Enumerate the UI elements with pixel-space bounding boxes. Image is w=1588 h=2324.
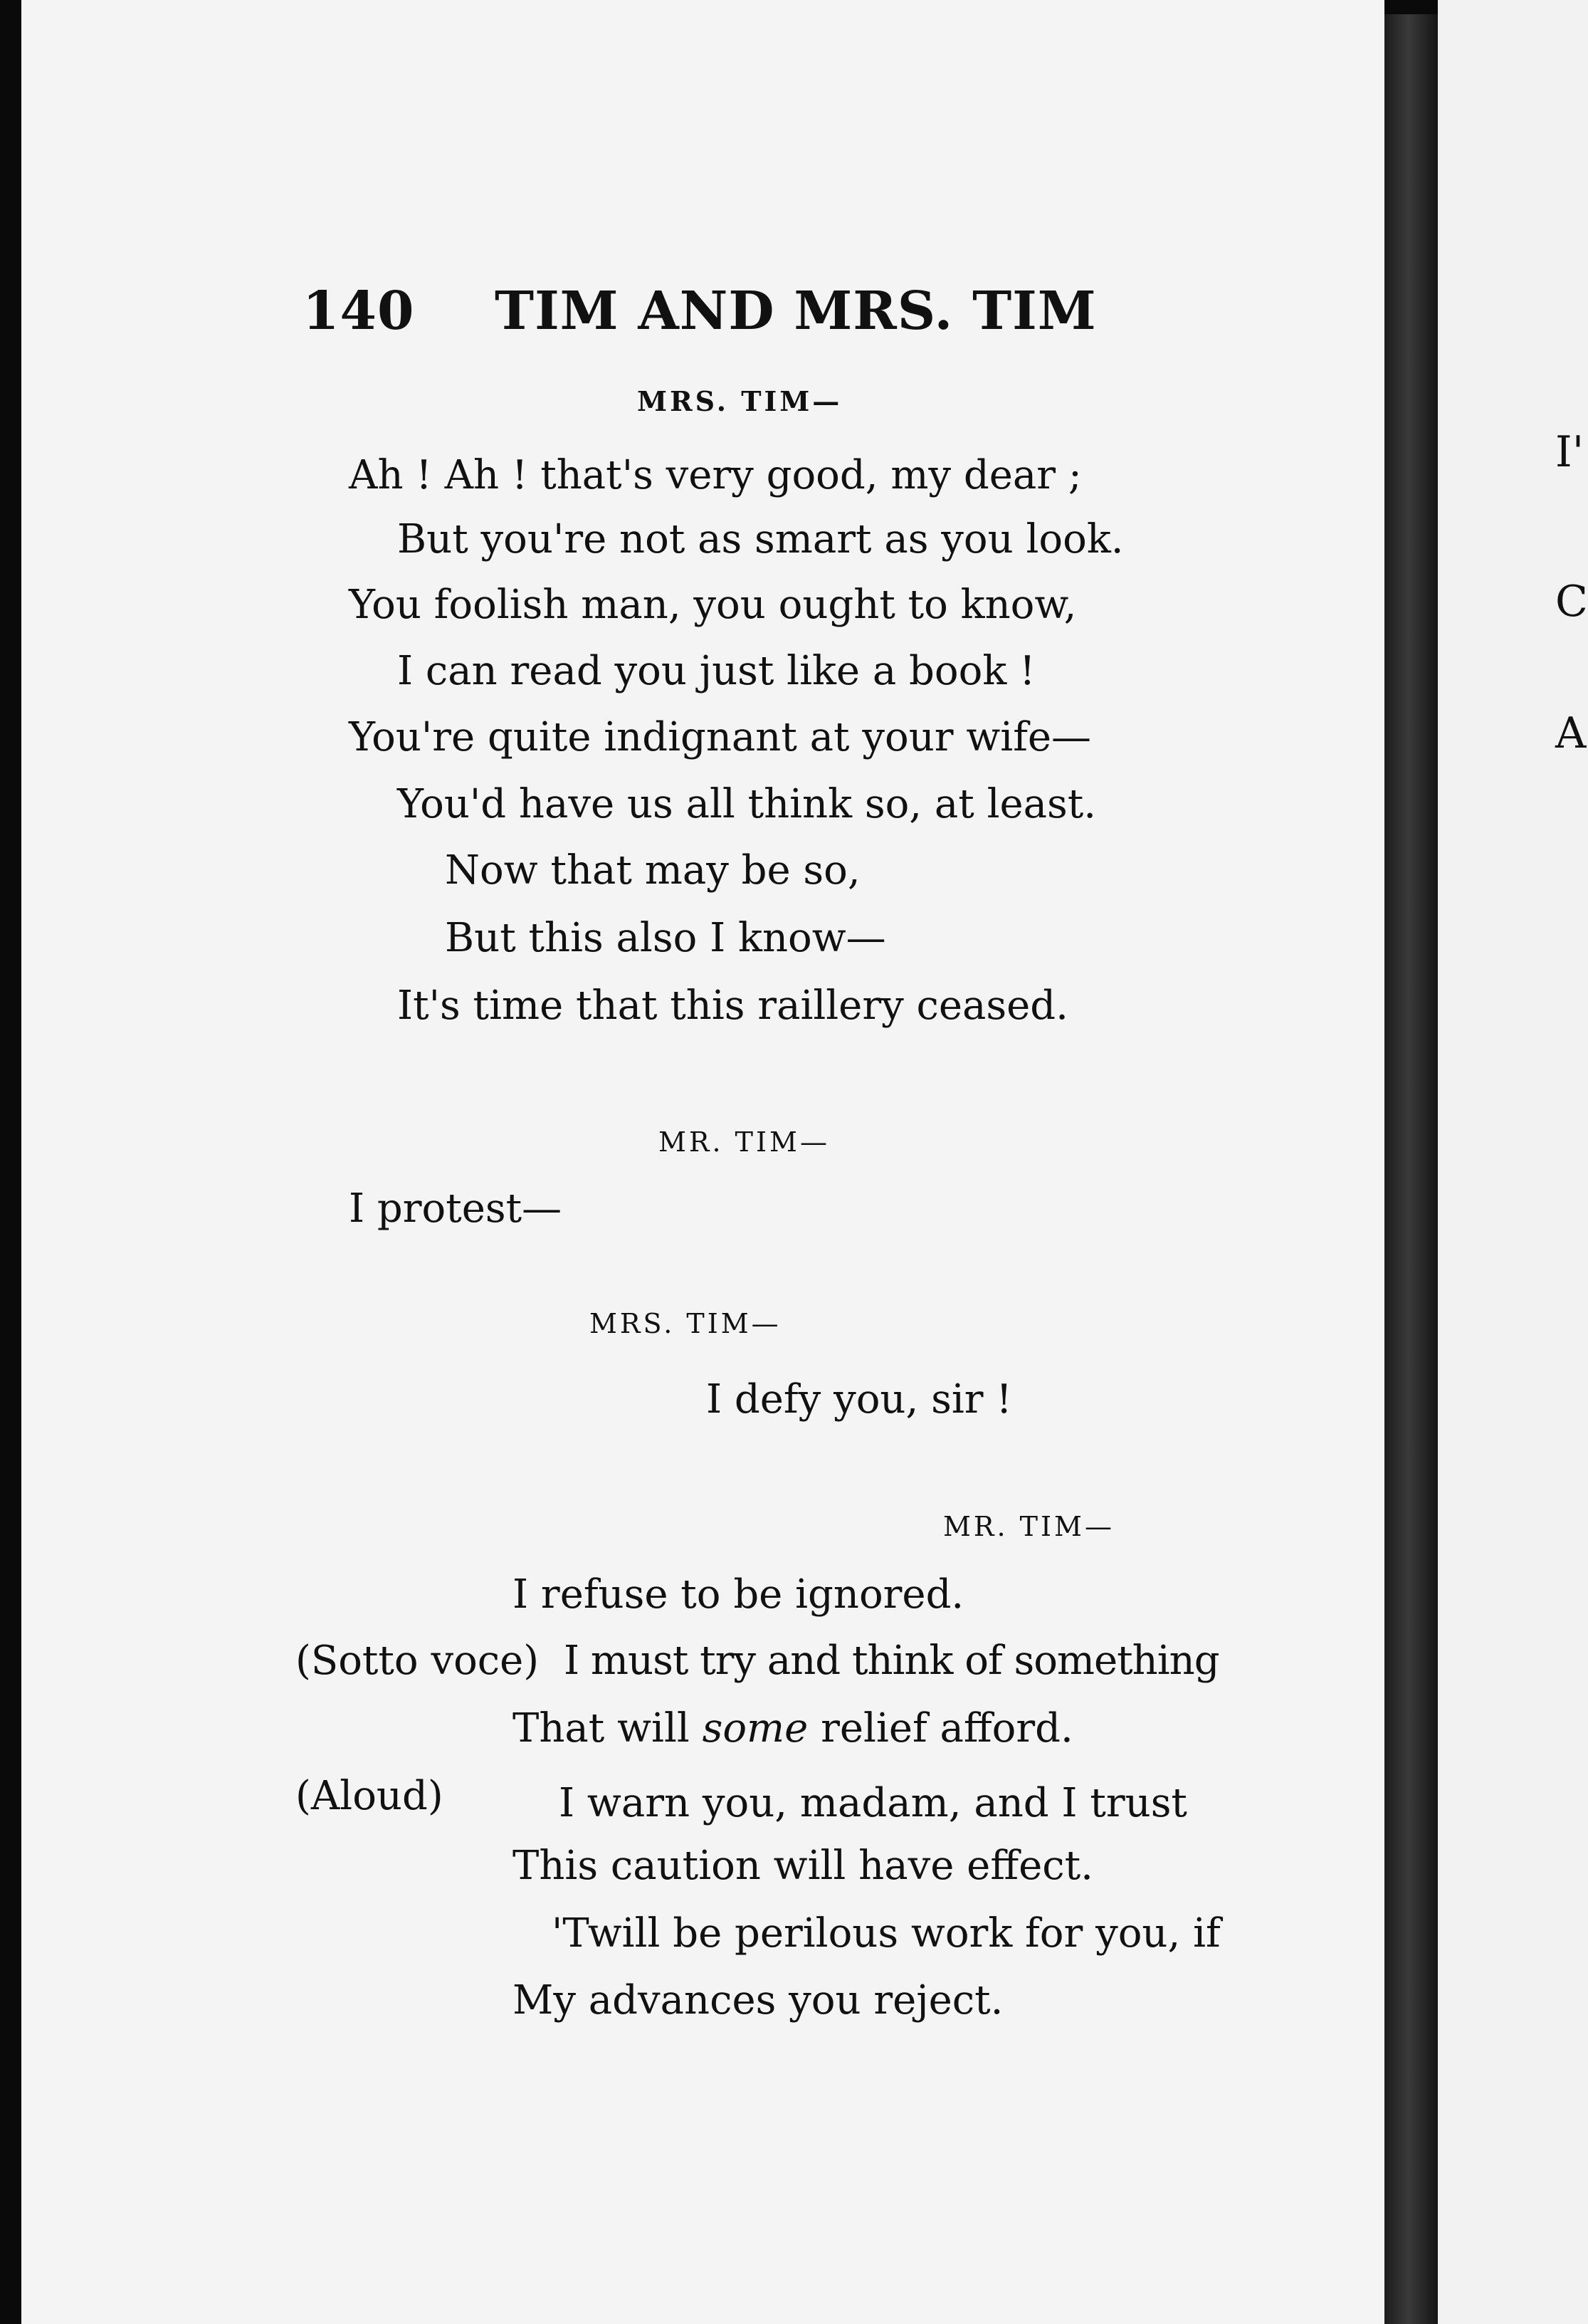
speaker-heading: MRS. TIM— bbox=[637, 385, 843, 417]
verse-line: You're quite indignant at your wife— bbox=[349, 714, 1092, 760]
verse-line: I must try and think of something bbox=[564, 1638, 1219, 1684]
emphasis-word: some bbox=[702, 1705, 809, 1752]
verse-line: Now that may be so, bbox=[445, 847, 861, 894]
stage-direction: (Aloud) bbox=[295, 1773, 443, 1819]
book-spine-shadow bbox=[1384, 14, 1438, 2324]
stage-direction: (Sotto voce) bbox=[295, 1638, 540, 1684]
verse-line: I defy you, sir ! bbox=[706, 1376, 1012, 1423]
verse-line: I refuse to be ignored. bbox=[512, 1571, 964, 1618]
adjacent-page-fragment: I' bbox=[1555, 427, 1584, 477]
speaker-heading: MRS. TIM— bbox=[589, 1308, 782, 1339]
adjacent-page-fragment: C bbox=[1555, 577, 1588, 627]
verse-line: This caution will have effect. bbox=[512, 1843, 1093, 1889]
verse-line: You'd have us all think so, at least. bbox=[397, 781, 1097, 827]
verse-line: I warn you, madam, and I trust bbox=[559, 1780, 1187, 1826]
verse-line: I can read you just like a book ! bbox=[397, 648, 1036, 694]
speaker-heading: MR. TIM— bbox=[658, 1126, 830, 1158]
book-page bbox=[21, 0, 1384, 2324]
verse-line: But this also I know— bbox=[445, 915, 886, 961]
adjacent-page-edge bbox=[1438, 0, 1588, 2324]
adjacent-page-fragment: A bbox=[1555, 708, 1587, 758]
verse-line: That will some relief afford. bbox=[512, 1705, 1073, 1752]
speaker-heading: MR. TIM— bbox=[943, 1511, 1115, 1542]
verse-line: You foolish man, you ought to know, bbox=[349, 582, 1077, 628]
page-number: 140 bbox=[303, 281, 415, 342]
verse-line: I protest— bbox=[349, 1185, 562, 1232]
verse-line: It's time that this raillery ceased. bbox=[397, 983, 1068, 1029]
verse-line: Ah ! Ah ! that's very good, my dear ; bbox=[349, 452, 1082, 498]
verse-line: My advances you reject. bbox=[512, 1977, 1004, 2024]
verse-line: But you're not as smart as you look. bbox=[397, 516, 1124, 562]
running-title: TIM AND MRS. TIM bbox=[495, 281, 1097, 342]
verse-line: 'Twill be perilous work for you, if bbox=[552, 1910, 1221, 1957]
